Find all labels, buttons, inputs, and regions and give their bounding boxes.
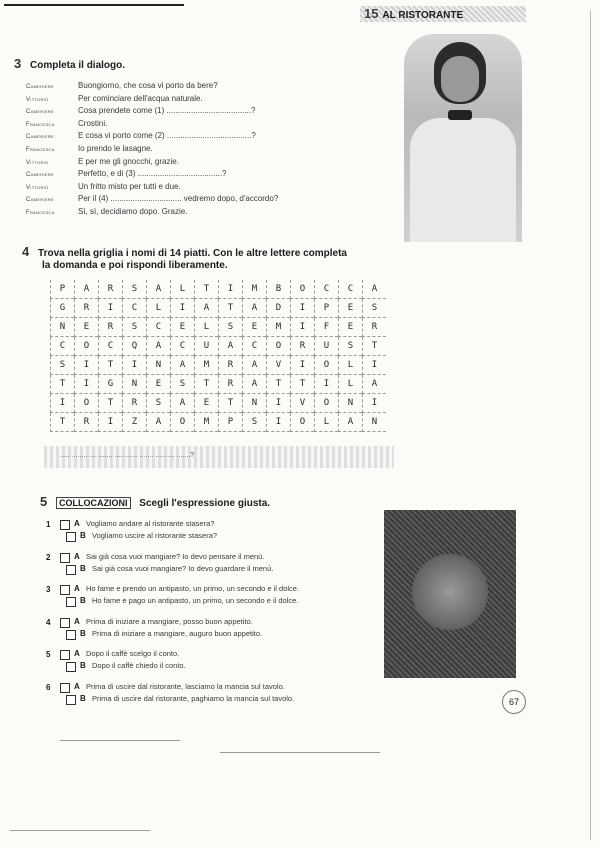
- word-search-grid: [50, 280, 394, 440]
- option-letter-b: B: [80, 563, 86, 573]
- checkbox-b[interactable]: [66, 532, 76, 542]
- grid-cell[interactable]: A: [146, 337, 170, 356]
- line-text: Buongiorno, che cosa vi porto da bere?: [78, 81, 218, 90]
- grid-cell[interactable]: I: [290, 299, 314, 318]
- grid-cell[interactable]: C: [170, 337, 194, 356]
- question-number: 5: [46, 650, 51, 659]
- dialog-line: [26, 206, 187, 218]
- grid-cell[interactable]: O: [74, 394, 98, 413]
- checkbox-b[interactable]: [66, 695, 76, 705]
- scan-speck: [60, 740, 180, 741]
- grid-cell[interactable]: C: [98, 337, 122, 356]
- grid-cell[interactable]: O: [314, 356, 338, 375]
- grid-cell[interactable]: I: [362, 394, 386, 413]
- option-letter-b: B: [80, 628, 86, 638]
- grid-cell[interactable]: T: [218, 299, 242, 318]
- dialog-line: [26, 143, 153, 155]
- grid-cell[interactable]: R: [218, 375, 242, 394]
- grid-cell[interactable]: T: [194, 375, 218, 394]
- grid-cell[interactable]: T: [290, 375, 314, 394]
- checkbox-b[interactable]: [66, 662, 76, 672]
- grid-cell[interactable]: Q: [122, 337, 146, 356]
- grid-cell[interactable]: A: [218, 337, 242, 356]
- option-letter-a: A: [74, 681, 80, 691]
- checkbox-a[interactable]: [60, 650, 70, 660]
- unit-number: 15: [364, 6, 379, 21]
- option-b-text: Sai già cosa vuoi mangiare? Io devo guardare il menù.: [92, 563, 274, 573]
- scan-speck: [220, 752, 380, 753]
- grid-cell[interactable]: P: [314, 299, 338, 318]
- grid-cell[interactable]: L: [146, 299, 170, 318]
- grid-cell[interactable]: E: [170, 318, 194, 337]
- option-a-text: Ho fame e prendo un antipasto, un primo, un secondo e il dolce.: [86, 584, 300, 593]
- grid-cell[interactable]: I: [266, 413, 290, 432]
- checkbox-a[interactable]: [60, 520, 70, 530]
- grid-cell[interactable]: A: [146, 280, 170, 299]
- line-text: Perfetto, e di (3) ......................................?: [78, 169, 227, 179]
- grid-cell[interactable]: C: [314, 280, 338, 299]
- grid-cell[interactable]: R: [218, 356, 242, 375]
- grid-cell[interactable]: R: [98, 318, 122, 337]
- grid-cell[interactable]: O: [74, 337, 98, 356]
- unit-tab: [360, 6, 526, 22]
- page-number: 67: [502, 690, 526, 714]
- dialog-line: [26, 93, 203, 105]
- grid-cell[interactable]: D: [266, 299, 290, 318]
- speaker: Cameriere: [26, 134, 54, 141]
- option-b-text: Dopo il caffè chiedo il conto.: [92, 661, 186, 670]
- checkbox-a[interactable]: [60, 683, 70, 693]
- grid-cell[interactable]: O: [170, 413, 194, 432]
- grid-cell[interactable]: A: [170, 356, 194, 375]
- exercise-4-title-line1: Trova nella griglia i nomi di 14 piatti. Con le altre lettere completa: [38, 248, 347, 259]
- exercise-5-number: 5: [40, 494, 48, 509]
- line-text: Un fritto misto per tutti e due.: [78, 181, 181, 191]
- grid-cell[interactable]: F: [314, 318, 338, 337]
- grid-cell[interactable]: N: [122, 375, 146, 394]
- option-a-text: Vogliamo andare al ristorante stasera?: [86, 519, 215, 528]
- option-b-text: Vogliamo uscire al ristorante stasera?: [92, 531, 218, 540]
- grid-cell[interactable]: N: [242, 394, 266, 413]
- question-line: ..... ........ .... ....... .... ....... ....... ..... .... .......?: [60, 452, 195, 459]
- question-number: 3: [46, 585, 51, 594]
- grid-cell[interactable]: M: [266, 318, 290, 337]
- option-b-text: Prima di iniziare a mangiare, auguro buon appetito.: [92, 628, 263, 638]
- dialog-line: [26, 80, 218, 92]
- grid-cell[interactable]: E: [194, 394, 218, 413]
- grid-cell[interactable]: O: [290, 280, 314, 299]
- grid-cell[interactable]: T: [194, 280, 218, 299]
- grid-cell[interactable]: E: [338, 318, 362, 337]
- speaker: Francesca: [26, 121, 55, 128]
- grid-cell[interactable]: T: [266, 375, 290, 394]
- grid-cell[interactable]: I: [122, 356, 146, 375]
- page-edge: [590, 10, 591, 840]
- checkbox-a[interactable]: [60, 585, 70, 595]
- grid-cell[interactable]: P: [218, 413, 242, 432]
- grid-cell[interactable]: S: [122, 280, 146, 299]
- line-text: Cosa prendete come (1) ......................................?: [78, 106, 256, 116]
- dish-photo: [384, 510, 516, 678]
- grid-cell[interactable]: T: [98, 356, 122, 375]
- dialog-line: [26, 168, 227, 180]
- grid-cell[interactable]: O: [314, 394, 338, 413]
- waiter-photo: [404, 34, 522, 242]
- grid-cell[interactable]: O: [266, 337, 290, 356]
- dialog-line: [26, 130, 256, 142]
- exercise-4-number: 4: [22, 244, 30, 259]
- exercise-3-number: 3: [14, 56, 22, 71]
- speaker: Vittorio: [26, 184, 49, 191]
- checkbox-b[interactable]: [66, 630, 76, 640]
- grid-cell[interactable]: T: [50, 375, 74, 394]
- line-text: Per cominciare dell'acqua naturale.: [78, 93, 203, 103]
- option-letter-a: A: [74, 584, 80, 593]
- grid-cell[interactable]: I: [290, 356, 314, 375]
- grid-cell[interactable]: A: [362, 375, 386, 394]
- grid-cell[interactable]: S: [50, 356, 74, 375]
- grid-cell[interactable]: S: [122, 318, 146, 337]
- grid-cell[interactable]: G: [98, 375, 122, 394]
- grid-cell[interactable]: S: [170, 375, 194, 394]
- dialog-line: [26, 181, 181, 193]
- option-a-text: Sai già cosa vuoi mangiare? Io devo pensare il menù.: [86, 551, 265, 561]
- grid-cell[interactable]: I: [50, 394, 74, 413]
- question-number: 4: [46, 617, 51, 627]
- grid-cell[interactable]: T: [98, 394, 122, 413]
- dialog-line: [26, 118, 107, 130]
- grid-cell[interactable]: I: [74, 356, 98, 375]
- grid-cell[interactable]: P: [50, 280, 74, 299]
- option-letter-a: A: [74, 616, 80, 626]
- grid-cell[interactable]: S: [362, 299, 386, 318]
- speaker: Vittorio: [26, 159, 49, 166]
- grid-cell[interactable]: C: [242, 337, 266, 356]
- option-letter-b: B: [80, 531, 86, 540]
- line-text: Sì, sì, decidiamo dopo. Grazie.: [78, 207, 188, 216]
- grid-cell[interactable]: G: [50, 299, 74, 318]
- grid-cell[interactable]: E: [74, 318, 98, 337]
- question-number: 2: [46, 552, 51, 562]
- grid-cell[interactable]: N: [338, 394, 362, 413]
- grid-cell[interactable]: C: [122, 299, 146, 318]
- exercise-4-title-line2: la domanda e poi rispondi liberamente.: [42, 260, 228, 271]
- grid-cell[interactable]: L: [194, 318, 218, 337]
- grid-cell[interactable]: V: [266, 356, 290, 375]
- scan-speck: [10, 830, 150, 831]
- grid-cell[interactable]: C: [338, 280, 362, 299]
- question-number: 6: [46, 682, 51, 692]
- line-text: E cosa vi porto come (2) ......................................?: [78, 131, 256, 141]
- exercise-5-heading: [40, 494, 270, 509]
- grid-cell[interactable]: M: [194, 413, 218, 432]
- option-a-text: Prima di uscire dal ristorante, lasciamo la mancia sul tavolo.: [86, 681, 285, 691]
- speaker: Cameriere: [26, 84, 54, 90]
- grid-cell[interactable]: T: [362, 337, 386, 356]
- grid-cell[interactable]: O: [290, 413, 314, 432]
- grid-cell[interactable]: N: [50, 318, 74, 337]
- line-text: Crostini.: [78, 118, 108, 128]
- option-letter-a: A: [74, 551, 80, 561]
- checkbox-a[interactable]: [60, 553, 70, 563]
- option-letter-b: B: [80, 661, 86, 670]
- grid-cell[interactable]: A: [242, 375, 266, 394]
- grid-cell[interactable]: A: [338, 413, 362, 432]
- unit-title: AL RISTORANTE: [382, 10, 464, 21]
- exercise-3-heading: [14, 56, 125, 71]
- line-text: E per me gli gnocchi, grazie.: [78, 156, 179, 166]
- speaker: Francesca: [26, 147, 55, 153]
- grid-cell[interactable]: I: [314, 375, 338, 394]
- grid-cell[interactable]: L: [170, 280, 194, 299]
- dialog-line: [26, 156, 179, 168]
- grid-cell[interactable]: A: [74, 280, 98, 299]
- grid-cell[interactable]: R: [290, 337, 314, 356]
- grid-cell[interactable]: A: [242, 299, 266, 318]
- grid-cell[interactable]: I: [98, 413, 122, 432]
- grid-cell[interactable]: S: [146, 394, 170, 413]
- grid-cell[interactable]: L: [338, 375, 362, 394]
- checkbox-a[interactable]: [60, 618, 70, 628]
- grid-cell[interactable]: A: [242, 356, 266, 375]
- exercise-5-title: Scegli l'espressione giusta.: [139, 498, 271, 509]
- option-letter-b: B: [80, 693, 86, 703]
- line-text: Io prendo le lasagne.: [78, 144, 153, 153]
- checkbox-b[interactable]: [66, 565, 76, 575]
- grid-cell[interactable]: R: [362, 318, 386, 337]
- grid-cell[interactable]: R: [74, 413, 98, 432]
- checkbox-b[interactable]: [66, 597, 76, 607]
- grid-cell[interactable]: R: [122, 394, 146, 413]
- speaker: Cameriere: [26, 197, 54, 204]
- option-a-text: Prima di iniziare a mangiare, posso buon appetito.: [86, 616, 253, 626]
- option-letter-a: A: [74, 649, 80, 658]
- grid-cell[interactable]: B: [266, 280, 290, 299]
- speaker: Vittorio: [26, 96, 49, 103]
- grid-cell[interactable]: V: [290, 394, 314, 413]
- grid-cell[interactable]: M: [242, 280, 266, 299]
- grid-cell[interactable]: A: [146, 413, 170, 432]
- grid-cell[interactable]: A: [170, 394, 194, 413]
- grid-cell[interactable]: U: [194, 337, 218, 356]
- grid-cell[interactable]: A: [362, 280, 386, 299]
- grid-cell[interactable]: Z: [122, 413, 146, 432]
- speaker: Francesca: [26, 210, 55, 216]
- speaker: Cameriere: [26, 109, 54, 116]
- grid-cell[interactable]: S: [338, 337, 362, 356]
- grid-cell[interactable]: T: [50, 413, 74, 432]
- exercise-3-title: Completa il dialogo.: [30, 60, 126, 71]
- grid-cell[interactable]: I: [170, 299, 194, 318]
- grid-cell[interactable]: R: [98, 280, 122, 299]
- grid-cell[interactable]: E: [146, 375, 170, 394]
- grid-cell[interactable]: C: [146, 318, 170, 337]
- option-b-text: Prima di uscire dal ristorante, paghiamo la mancia sul tavolo.: [92, 693, 295, 703]
- option-letter-b: B: [80, 596, 86, 605]
- grid-cell[interactable]: N: [146, 356, 170, 375]
- grid-cell[interactable]: A: [194, 299, 218, 318]
- grid-cell[interactable]: L: [314, 413, 338, 432]
- dialog-line: [26, 193, 278, 205]
- grid-cell[interactable]: U: [314, 337, 338, 356]
- grid-cell[interactable]: C: [50, 337, 74, 356]
- top-rule: [4, 4, 184, 6]
- grid-cell[interactable]: E: [242, 318, 266, 337]
- dialog-line: [26, 105, 255, 117]
- grid-cell[interactable]: I: [74, 375, 98, 394]
- grid-cell[interactable]: I: [98, 299, 122, 318]
- grid-cell[interactable]: N: [362, 413, 386, 432]
- grid-cell[interactable]: I: [290, 318, 314, 337]
- speaker: Cameriere: [26, 172, 54, 179]
- grid-cell[interactable]: M: [194, 356, 218, 375]
- collocazioni-badge: COLLOCAZIONI: [56, 497, 131, 509]
- line-text: Per il (4) ................................ vedremo dopo, d'accordo?: [78, 194, 279, 204]
- grid-cell[interactable]: S: [218, 318, 242, 337]
- grid-cell[interactable]: I: [266, 394, 290, 413]
- question-number: 1: [46, 520, 51, 529]
- grid-cell[interactable]: E: [338, 299, 362, 318]
- option-a-text: Dopo il caffè scelgo il conto.: [86, 649, 180, 658]
- grid-cell[interactable]: I: [362, 356, 386, 375]
- option-b-text: Ho fame e pago un antipasto, un primo, un secondo e il dolce.: [92, 596, 299, 605]
- grid-cell[interactable]: R: [74, 299, 98, 318]
- grid-cell[interactable]: L: [338, 356, 362, 375]
- option-letter-a: A: [74, 519, 80, 528]
- grid-cell[interactable]: S: [242, 413, 266, 432]
- grid-cell[interactable]: T: [218, 394, 242, 413]
- grid-cell[interactable]: I: [218, 280, 242, 299]
- exercise-4-heading: [22, 246, 382, 272]
